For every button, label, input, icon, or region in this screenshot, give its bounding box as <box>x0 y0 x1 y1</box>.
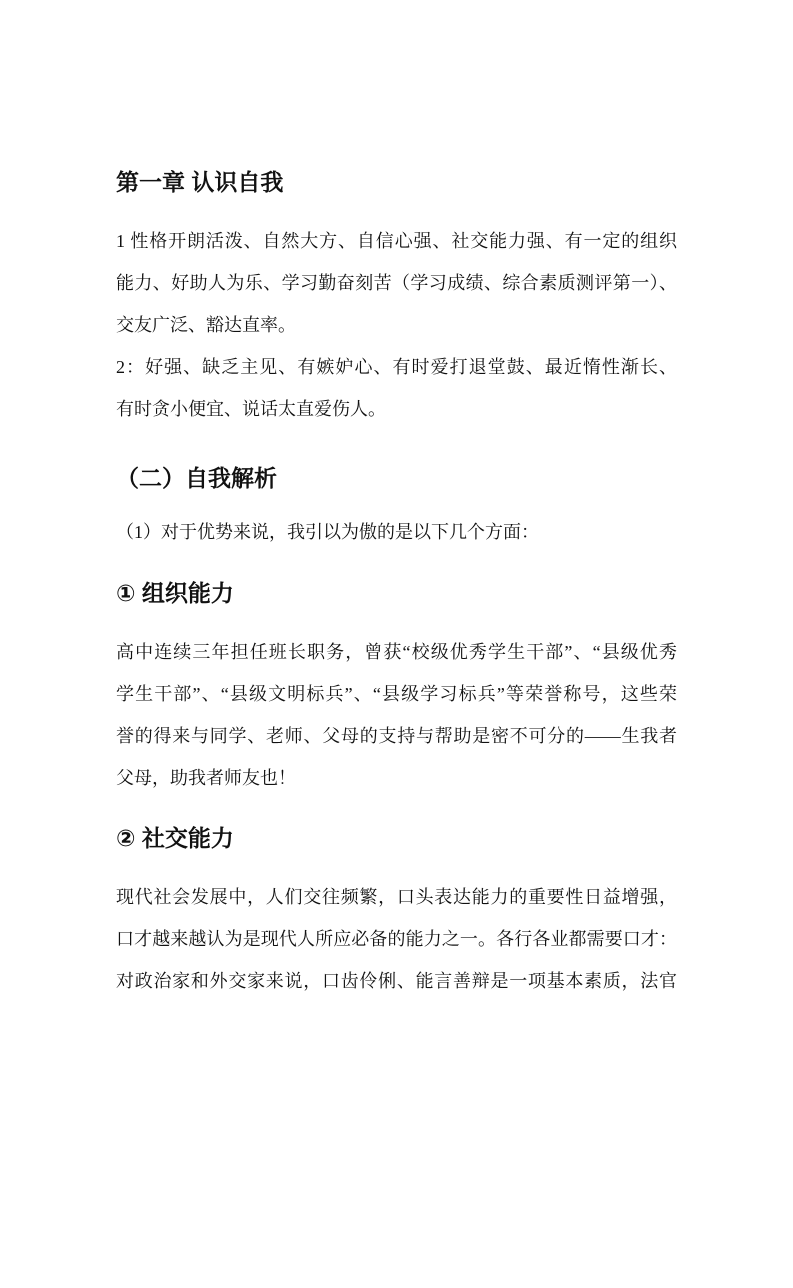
text-line: 口才越来越认为是现代人所应必备的能力之一。各行各业都需要口才： <box>116 929 677 949</box>
text-line: 1 性格开朗活泼、自然大方、自信心强、社交能力强、有一定的组织 <box>116 231 677 251</box>
paragraph-strengths <box>116 220 677 346</box>
paragraph-organization <box>116 631 677 799</box>
section-heading-organization-ability: ① 组织能力 <box>116 580 234 606</box>
paragraph-weaknesses <box>116 346 677 430</box>
paragraph-social <box>116 876 677 1002</box>
text-line: 交友广泛、豁达直率。 <box>116 315 296 335</box>
text-line: 高中连续三年担任班长职务，曾获“校级优秀学生干部”、“县级优秀 <box>116 642 677 662</box>
section-heading-self-analysis: （二）自我解析 <box>116 465 277 491</box>
chapter-heading: 第一章 认识自我 <box>116 169 284 195</box>
document-page <box>0 166 793 1288</box>
text-line: 有时贪小便宜、说话太直爱伤人。 <box>116 399 386 419</box>
text-line: 2：好强、缺乏主见、有嫉妒心、有时爱打退堂鼓、最近惰性渐长、 <box>116 357 677 377</box>
text-line: 对政治家和外交家来说，口齿伶俐、能言善辩是一项基本素质，法官 <box>116 971 677 991</box>
text-line: 学生干部”、“县级文明标兵”、“县级学习标兵”等荣誉称号，这些荣 <box>116 684 677 704</box>
text-line: 现代社会发展中，人们交往频繁，口头表达能力的重要性日益增强， <box>116 887 677 907</box>
text-line: 誉的得来与同学、老师、父母的支持与帮助是密不可分的——生我者 <box>116 726 677 746</box>
text-line: 能力、好助人为乐、学习勤奋刻苦（学习成绩、综合素质测评第一）、 <box>116 273 677 293</box>
text-line: （1）对于优势来说，我引以为傲的是以下几个方面： <box>116 522 539 542</box>
text-line: 父母，助我者师友也！ <box>116 768 296 788</box>
section-heading-social-ability: ② 社交能力 <box>116 825 234 851</box>
paragraph-intro <box>116 511 677 553</box>
